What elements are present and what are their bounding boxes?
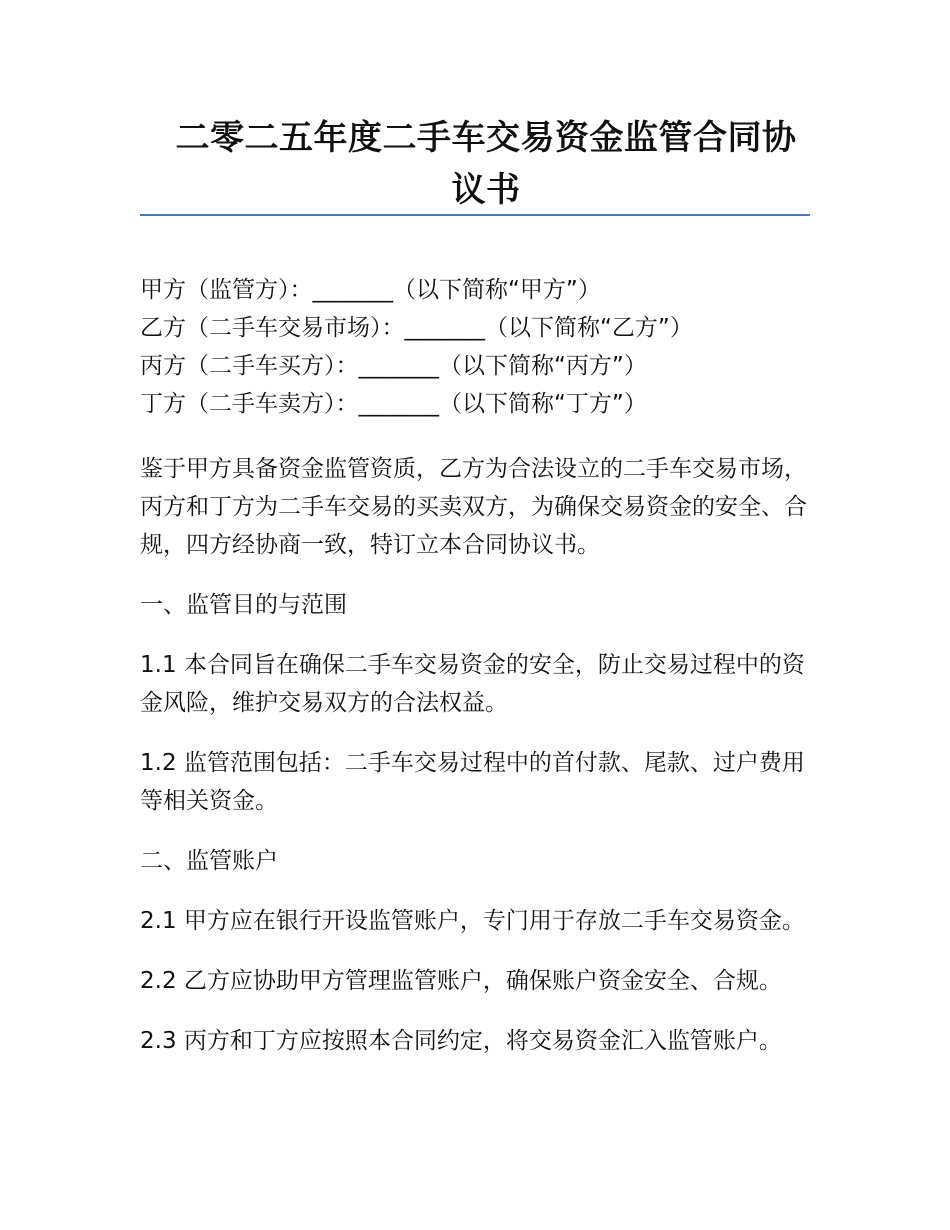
preamble-paragraph: 鉴于甲方具备资金监管资质，乙方为合法设立的二手车交易市场，丙方和丁方为二手车交易的买卖双方，为确保交易资金的安全、合规，四方经协商一致，特订立本合同协议书。 <box>140 456 807 558</box>
clause-1-2: 1.2 监管范围包括：二手车交易过程中的首付款、尾款、过户费用等相关资金。 <box>140 750 805 814</box>
party-d-line: 丁方（二手车卖方）：_______（以下简称“丁方”） <box>140 391 647 417</box>
clause-1-1: 1.1 本合同旨在确保二手车交易资金的安全，防止交易过程中的资金风险，维护交易双方的合法权益。 <box>140 652 805 716</box>
clause-2-2: 2.2 乙方应协助甲方管理监管账户，确保账户资金安全、合规。 <box>140 968 782 994</box>
title-divider <box>140 214 810 216</box>
party-a-line: 甲方（监管方）：_______（以下简称“甲方”） <box>140 277 601 303</box>
party-b-line: 乙方（二手车交易市场）：_______（以下简称“乙方”） <box>140 315 693 341</box>
party-list <box>140 271 820 423</box>
section-2-heading: 二、监管账户 <box>140 848 278 874</box>
party-c-line: 丙方（二手车买方）：_______（以下简称“丙方”） <box>140 353 647 379</box>
clause-2-3: 2.3 丙方和丁方应按照本合同约定，将交易资金汇入监管账户。 <box>140 1028 782 1054</box>
title-line-1: 二零二五年度二手车交易资金监管合同协 <box>175 118 797 158</box>
document-title <box>140 112 810 216</box>
document-body <box>140 450 820 1082</box>
clause-2-1: 2.1 甲方应在银行开设监管账户，专门用于存放二手车交易资金。 <box>140 908 805 934</box>
section-1-heading: 一、监管目的与范围 <box>140 592 347 618</box>
title-line-2: 议书 <box>451 170 521 210</box>
